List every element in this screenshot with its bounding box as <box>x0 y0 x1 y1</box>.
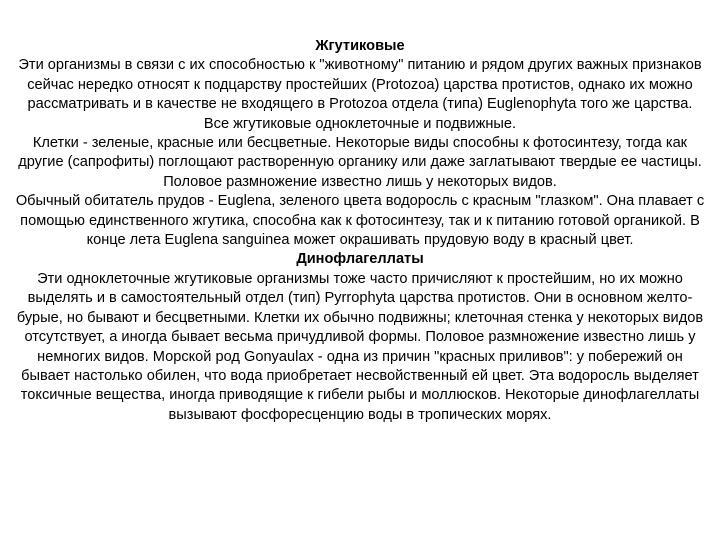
section-heading-dinoflagellates: Динофлагеллаты <box>296 251 424 268</box>
document-body <box>14 37 706 425</box>
paragraph-flagellates-cells: Клетки - зеленые, красные или бесцветные. Некоторые виды способны к фотосинтезу, тогда как другие (сапрофиты) поглощают растворенную органику или даже заглатывают твердые ее частицы. <box>18 135 702 171</box>
paragraph-euglena: Обычный обитатель прудов - Euglena, зеленого цвета водоросль с красным "глазком". Она плавает с помощью единственного жгутика, способна как к фотосинтезу, так и к питанию готовой органикой. В конце лета Euglena sanguinea может окрашивать прудовую воду в красный цвет. <box>15 193 705 249</box>
paragraph-flagellates-intro: Эти организмы в связи с их способностью к "животному" питанию и рядом других важных признаков сейчас нередко относят к подцарству простейших (Protozoa) царства протистов, однако их можно рассматривать и в качестве не входящего в Protozoa отдела (типа) Euglenophyta того же царства. Все жгутиковые одноклеточные и подвижные. <box>18 57 702 132</box>
section-heading-flagellates: Жгутиковые <box>315 38 405 54</box>
paragraph-flagellates-reproduction: Половое размножение известно лишь у некоторых видов. <box>163 173 557 190</box>
paragraph-dinoflagellates: Эти одноклеточные жгутиковые организмы тоже часто причисляют к простейшим, но их можно выделять и в самостоятельный отдел (тип) Pyrrophyta царства протистов. Они в основном желто-бурые, но бывают и бесцветными. Клетки их обычно подвижны; клеточная стенка у некоторых видов отсутствует, а иногда бывает весьма причудливой формы. Половое размножение известно лишь у немногих видов. Морской род Gonyaulax - одна из причин "красных приливов": у побережий он бывает настолько обилен, что вода приобретает несвойственный ей цвет. Эта водоросль выделяет токсичные вещества, иногда приводящие к гибели рыбы и моллюсков. Некоторые динофлагеллаты вызывают фосфоресценцию воды в тропических морях. <box>16 270 704 423</box>
